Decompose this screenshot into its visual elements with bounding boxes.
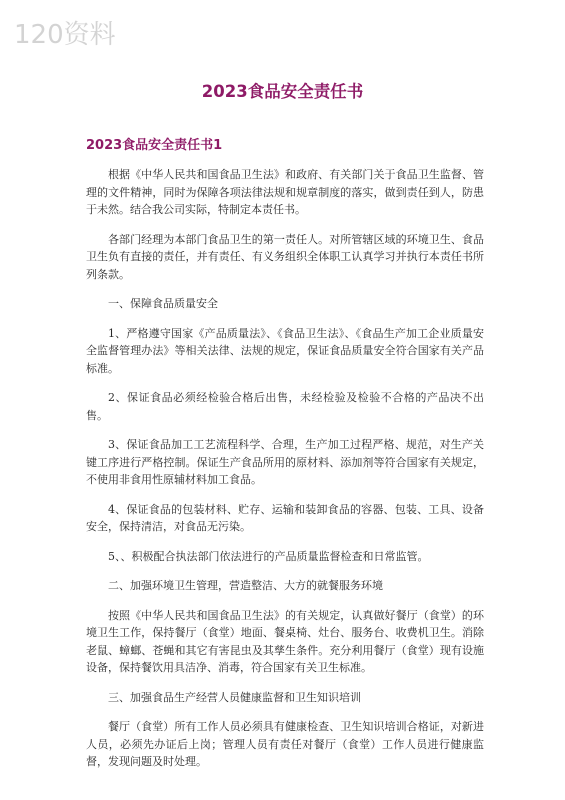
- list-item: 5、、积极配合执法部门依法进行的产品质量监督检查和日常监管。: [108, 549, 429, 563]
- list-item: 1、严格遵守国家《产品质量法》、《食品卫生法》、《食品生产加工企业质量安全监督管理办法》等相关法律、法规的规定，保证食品质量安全符合国家有关产品标准。: [86, 326, 484, 375]
- paragraph: 按照《中华人民共和国食品卫生法》的有关规定，认真做好餐厅（食堂）的环境卫生工作，保持餐厅（食堂）地面、餐桌椅、灶台、服务台、收费机卫生。消除老鼠、蟑螂、苍蝇和其它有害昆虫及其孳生条件。充分利用餐厅（食堂）现有设施设备，保持餐饮用具洁净、消毒，符合国家有关卫生标准。: [86, 608, 484, 674]
- list-item: 2、保证食品必须经检验合格后出售，未经检验及检验不合格的产品决不出售。: [86, 391, 484, 422]
- section-heading: 2023食品安全责任书1: [86, 138, 223, 153]
- document-body: [86, 166, 484, 783]
- document-title: 2023食品安全责任书: [201, 82, 364, 101]
- list-item: 4、保证食品的包装材料、贮存、运输和装卸食品的容器、包装、工具、设备安全，保持清洁，对食品无污染。: [86, 502, 484, 533]
- subheading-1: 一、保障食品质量安全: [108, 297, 218, 310]
- watermark-logo: 120资料: [14, 20, 116, 50]
- paragraph: 餐厅（食堂）所有工作人员必须具有健康检查、卫生知识培训合格证，对新进人员，必须先办证后上岗；管理人员有责任对餐厅（食堂）工作人员进行健康监督，发现问题及时处理。: [86, 720, 484, 768]
- subheading-2: 二、加强环境卫生管理，营造整洁、大方的就餐服务环境: [108, 579, 383, 592]
- subheading-3: 三、加强食品生产经营人员健康监督和卫生知识培训: [108, 690, 361, 704]
- paragraph: 根据《中华人民共和国食品卫生法》和政府、有关部门关于食品卫生监督、管理的文件精神，同时为保障各项法律法规和规章制度的落实，做到责任到人，防患于未然。结合我公司实际，特制定本责任书。: [86, 168, 484, 216]
- list-item: 3、保证食品加工工艺流程科学、合理，生产加工过程严格、规范，对生产关键工序进行严格控制。保证生产食品所用的原材料、添加剂等符合国家有关规定，不使用非食用性原辅材料加工食品。: [86, 438, 484, 486]
- paragraph: 各部门经理为本部门食品卫生的第一责任人。对所管辖区域的环境卫生、食品卫生负有直接的责任，并有责任、有义务组织全体职工认真学习并执行本责任书所列条款。: [86, 232, 484, 281]
